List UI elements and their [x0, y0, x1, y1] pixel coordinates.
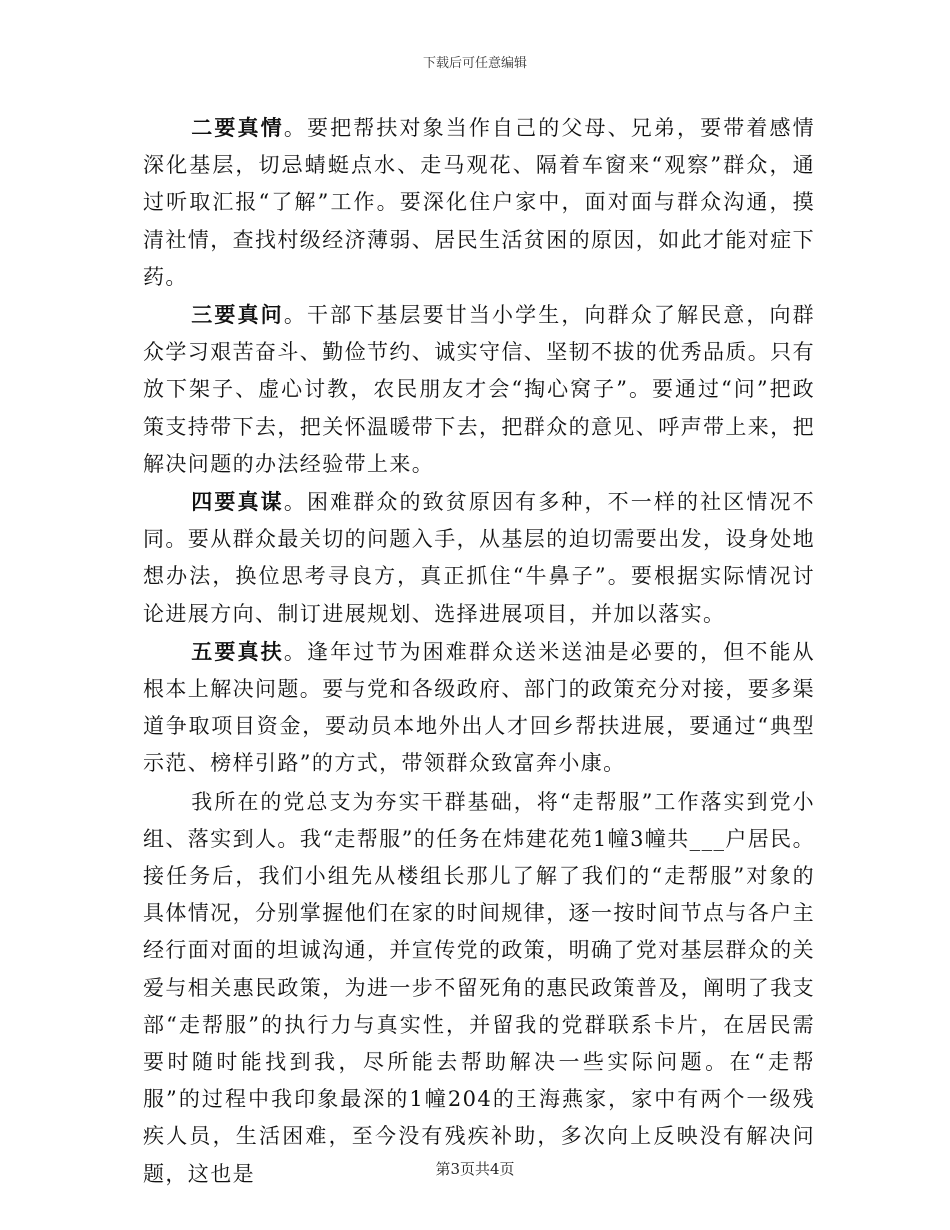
paragraph-lead: 五要真扶	[191, 638, 284, 664]
paragraph-zoubangfu	[143, 783, 815, 1193]
paragraph-text: 。干部下基层要甘当小学生，向群众了解民意，向群众学习艰苦奋斗、勤俭节约、诚实守信、坚韧不拔的优秀品质。只有放下架子、虚心讨教，农民朋友才会“掏心窝子”。要通过“问”把政策支持带下去，把关怀温暖带下去，把群众的意见、呼声带上来，把解决问题的办法经验带上来。	[143, 303, 815, 476]
document-body	[143, 109, 815, 1193]
paragraph-lead: 二要真情	[191, 115, 284, 140]
paragraph-zhenfu	[143, 633, 815, 783]
paragraph-text: 。困难群众的致贫原因有多种，不一样的社区情况不同。要从群众最关切的问题入手，从基层的迫切需要出发，设身处地想办法，换位思考寻良方，真正抓住“牛鼻子”。要根据实际情况讨论进展方向、制订进展规划、选择进展项目，并加以落实。	[143, 490, 815, 626]
paragraph-lead: 三要真问	[191, 302, 284, 328]
paragraph-text: 。逢年过节为困难群众送米送油是必要的，但不能从根本上解决问题。要与党和各级政府、部门的政策充分对接，要多渠道争取项目资金，要动员本地外出人才回乡帮扶进展，要通过“典型示范、榜样引路”的方式，带领群众致富奔小康。	[143, 639, 815, 776]
paragraph-lead: 四要真谋	[191, 489, 284, 515]
paragraph-zhenwen	[143, 296, 815, 483]
paragraph-zhenmou	[143, 483, 815, 633]
page-number: 第3页共4页	[435, 1160, 515, 1178]
page-header: 下载后可任意编辑	[422, 56, 527, 71]
paragraph-text: 。要把帮扶对象当作自己的父母、兄弟，要带着感情深化基层，切忌蜻蜓点水、走马观花、隔着车窗来“观察”群众，通过听取汇报“了解”工作。要深化住户家中，面对面与群众沟通，摸清社情，查找村级经济薄弱、居民生活贫困的原因，如此才能对症下药。	[143, 116, 815, 289]
paragraph-text: 我所在的党总支为夯实干群基础，将“走帮服”工作落实到党小组、落实到人。我“走帮服”的任务在炜建花苑1幢3幢共___户居民。接任务后，我们小组先从楼组长那儿了解了我们的“走帮服”对象的具体情况，分别掌握他们在家的时间规律，逐一按时间节点与各户主经行面对面的坦诚沟通，并宣传党的政策，明确了党对基层群众的关爱与相关惠民政策，为进一步不留死角的惠民政策普及，阐明了我支部“走帮服”的执行力与真实性，并留我的党群联系卡片，在居民需要时随时能找到我，尽所能去帮助解决一些实际问题。在“走帮服”的过程中我印象最深的1幢204的王海燕家，家中有两个一级残疾人员，生活困难，至今没有残疾补助，多次向上反映没有解决问题，这也是	[143, 789, 815, 1186]
paragraph-zhenqing	[143, 109, 815, 296]
